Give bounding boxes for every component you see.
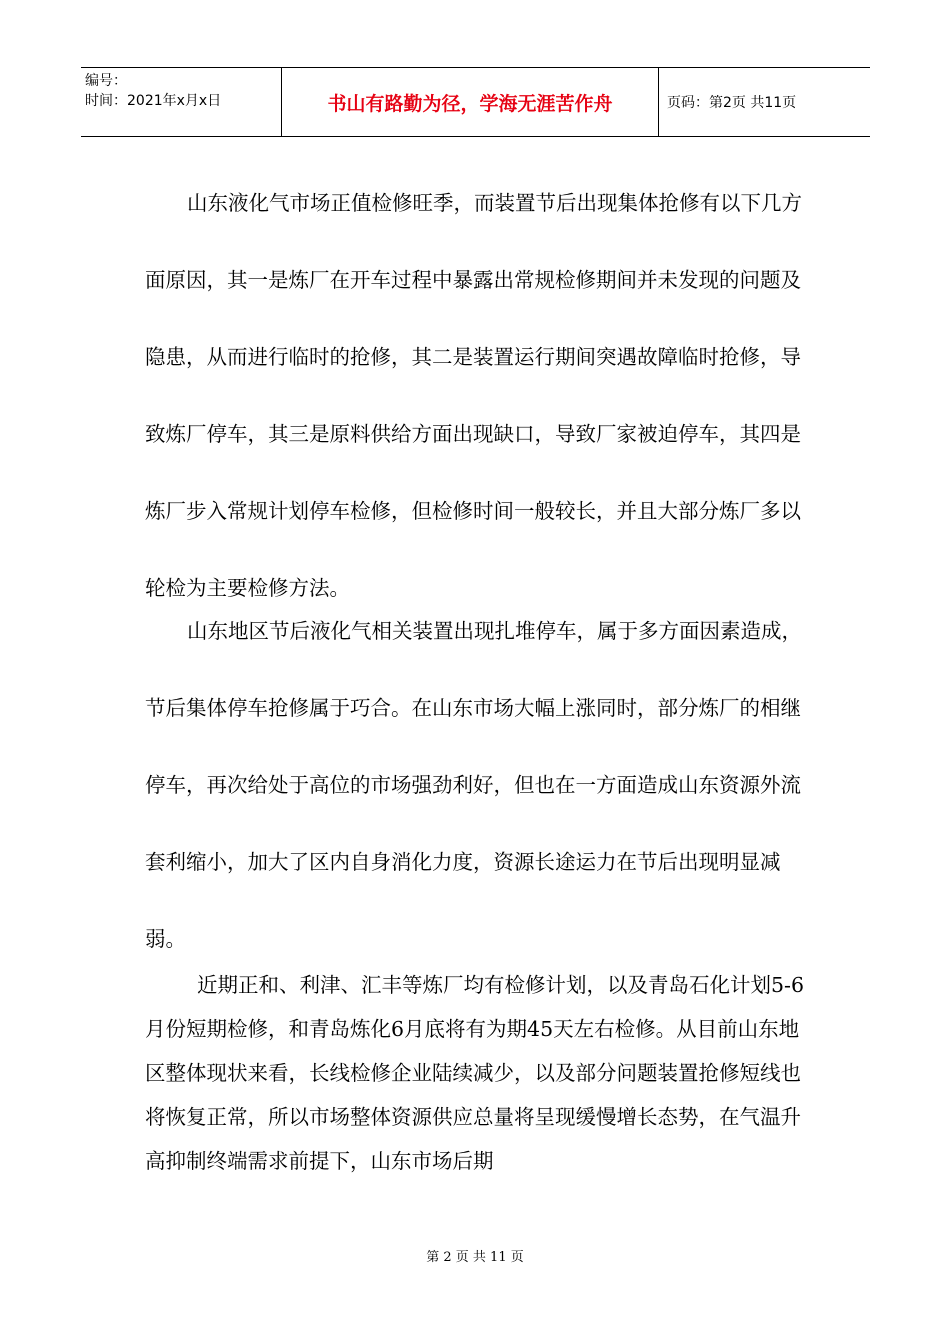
header-motto-cell [282,68,659,136]
body-paragraph-3: 近期正和、利津、汇丰等炼厂均有检修计划，以及青岛石化计划5-6月份短期检修，和青岛炼化6月底将有为期45天左右检修。从目前山东地区整体现状来看，长线检修企业陆续减少，以及部分问题装置抢修短线也将恢复正常，所以市场整体资源供应总量将呈现缓慢增长态势，在气温升高抑制终端需求前提下，山东市场后期 [145,973,805,1173]
body-paragraph-2: 山东地区节后液化气相关装置出现扎堆停车，属于多方面因素造成，节后集体停车抢修属于巧合。在山东市场大幅上涨同时，部分炼厂的相继停车，再次给处于高位的市场强劲利好，但也在一方面造成山东资源外流套利缩小，加大了区内自身消化力度，资源长途运力在节后出现明显减弱。 [145,619,802,951]
page-footer: 第 2 页 共 11 页 [426,1250,524,1265]
header-meta-cell [81,68,282,136]
header-motto: 书山有路勤为径，学海无涯苦作舟 [327,92,613,115]
page-header [81,67,870,137]
body-paragraph-1: 山东液化气市场正值检修旺季，而装置节后出现集体抢修有以下几方面原因，其一是炼厂在开车过程中暴露出常规检修期间并未发现的问题及隐患，从而进行临时的抢修，其二是装置运行期间突遇故障临时抢修，导致炼厂停车，其三是原料供给方面出现缺口，导致厂家被迫停车，其四是炼厂步入常规计划停车检修，但检修时间一般较长，并且大部分炼厂多以轮检为主要检修方法。 [145,191,802,600]
doc-number-label: 编号： [85,73,127,89]
date-label: 时间：2021年x月x日 [85,93,222,109]
header-page-info: 页码：第2页 共11页 [667,95,797,111]
